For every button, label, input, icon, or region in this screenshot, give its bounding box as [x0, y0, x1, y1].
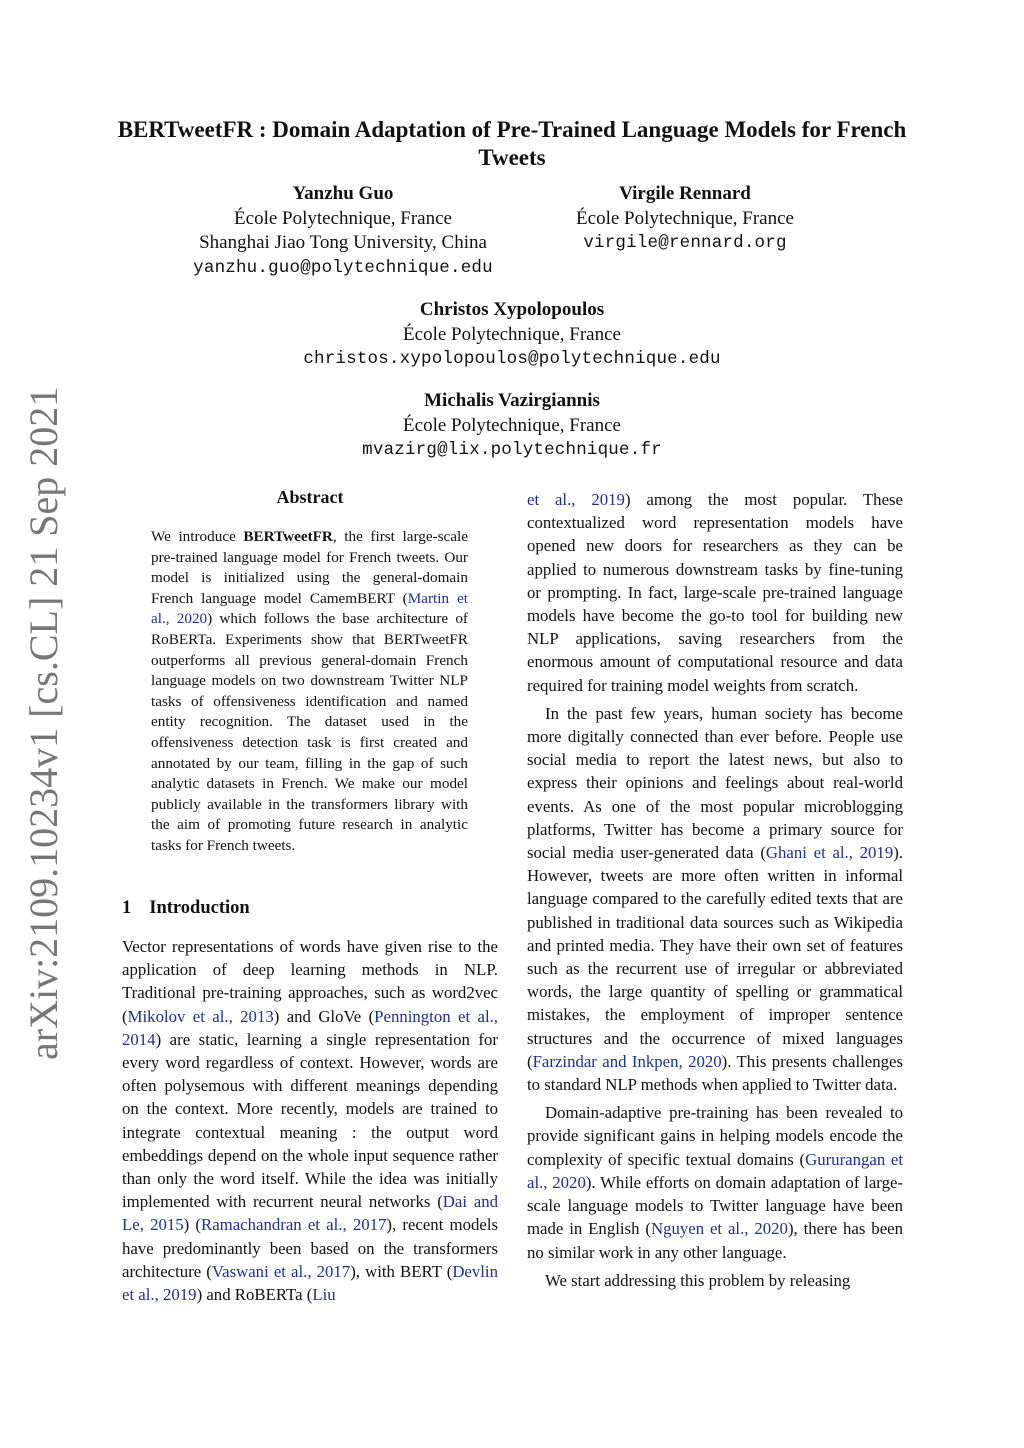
text-span: ), there has been no similar work in any other language.: [527, 1219, 903, 1262]
citation-link[interactable]: Gururangan et al., 2020: [527, 1149, 903, 1192]
text-span: ), with BERT (: [350, 1261, 453, 1281]
text-span: We start addressing this problem by releasing: [545, 1270, 851, 1290]
text-span: ). While efforts on domain adaptation of large-scale language models to Twitter language have been made in English (: [527, 1172, 903, 1239]
text-span: ). This presents challenges to standard NLP methods when applied to Twitter data.: [527, 1051, 903, 1095]
text-span: ) are static, learning a single representation for every word regardless of context. However, words are often polysemous with different meanings depending on the context. More recently, models are trained to integrate contextual meaning : the output word embeddings depend on the whole input sequence rather than only the word itself. While the idea was initially implemented with recurrent neural networks (: [122, 1029, 498, 1212]
left-column-body: [122, 935, 498, 1306]
text-span: In the past few years, human society has become more digitally connected than ever before. People use social media to report the latest news, but also to express their opinions and feelings about real-world events. As one of the most popular microblogging platforms, Twitter has become a primary source for social media user-generated data (: [527, 703, 903, 863]
author-email: christos.xypolopoulos@polytechnique.edu: [303, 349, 721, 369]
citation-link[interactable]: Martin et al., 2020: [151, 589, 469, 628]
citation-link[interactable]: Devlin et al., 2019: [122, 1261, 498, 1305]
arxiv-identifier: arXiv:2109.10234v1 [cs.CL] 21 Sep 2021: [21, 386, 66, 1060]
text-span: ) and GloVe (: [273, 1006, 375, 1026]
citation-link[interactable]: et al., 2019: [527, 490, 625, 509]
text-span: ) which follows the base architecture of RoBERTa. Experiments show that BERTweetFR outperforms all previous general-domain French language models on two downstream Twitter NLP tasks of offensiveness identification and named entity recognition. The dataset used in the offensiveness detection task is first created and annotated by our team, filling in the gap of such analytic datasets in French. We make our model publicly available in the transformers library with the aim of promoting future research in analytic tasks for French tweets.: [151, 610, 468, 854]
paragraph: [527, 488, 903, 697]
text-span: ). However, tweets are more often written in informal language compared to the carefully edited texts that are published in traditional data sources such as Wikipedia and printed media. They have their own set of features such as the recurrent use of irregular or abbreviated words, the large quantity of spelling or grammatical mistakes, the employment of improper sentence structures and the occurrence of mixed languages (: [527, 843, 904, 1071]
text-span: We introduce: [151, 528, 244, 545]
citation-link[interactable]: Vaswani et al., 2017: [211, 1261, 351, 1281]
author-name: Michalis Vazirgiannis: [424, 390, 600, 411]
citation-link[interactable]: Pennington et al., 2014: [122, 1006, 498, 1049]
author-affiliation: École Polytechnique, France: [576, 207, 794, 229]
author-affiliation: École Polytechnique, France: [234, 207, 452, 229]
section-number: 1: [122, 898, 132, 918]
abstract-body: [151, 527, 468, 857]
text-span: ) and RoBERTa (: [196, 1285, 313, 1305]
author-name: Christos Xypolopoulos: [419, 299, 605, 320]
paragraph: [122, 935, 498, 1306]
text-span: Domain-adaptive pre-training has been revealed to provide significant gains in helping models encode the complexity of specific textual domains (: [527, 1103, 903, 1169]
section-title: Introduction: [149, 898, 250, 918]
abstract-heading: Abstract: [276, 487, 344, 507]
citation-link[interactable]: Ramachandran et al., 2017: [201, 1215, 387, 1235]
author-block-1: [150, 182, 536, 280]
citation-link[interactable]: Mikolov et al., 2013: [127, 1006, 274, 1026]
citation-link[interactable]: Ghani et al., 2019: [765, 843, 894, 863]
model-name: BERTweetFR: [243, 528, 333, 545]
text-span: ) among the most popular. These contextualized word representation models have opened new doors for researchers as they can be applied to numerous downstream tasks by fine-tuning or prompting. In fact, large-scale pre-trained language models have become the go-to tool for building new NLP applications, saving researchers from the enormous amount of computational resource and data required for training model weights from scratch.: [527, 490, 904, 695]
section-heading-introduction: [122, 898, 250, 919]
author-name: Virgile Rennard: [619, 183, 751, 204]
citation-link[interactable]: Dai and Le, 2015: [122, 1192, 499, 1235]
paper-title: BERTweetFR : Domain Adaptation of Pre-Trained Language Models for French Tweets: [117, 117, 907, 170]
author-email: yanzhu.guo@polytechnique.edu: [193, 257, 493, 278]
author-affiliation: École Polytechnique, France: [403, 323, 621, 345]
author-email: mvazirg@lix.polytechnique.fr: [362, 440, 662, 460]
author-block-2: [540, 182, 830, 256]
author-name: Yanzhu Guo: [292, 183, 394, 204]
author-affiliation: École Polytechnique, France: [403, 414, 621, 436]
text-span: Vector representations of words have given rise to the application of deep learning methods in NLP. Traditional pre-training approaches, such as word2vec (: [122, 937, 498, 1026]
author-block-3: [212, 298, 812, 372]
paragraph: [527, 1101, 903, 1263]
citation-link[interactable]: Farzindar and Inkpen, 2020: [532, 1051, 722, 1071]
paragraph: [527, 702, 903, 1096]
author-affiliation-2: Shanghai Jiao Tong University, China: [199, 232, 487, 253]
right-column-body: [527, 488, 903, 1292]
text-span: ), recent models have predominantly been based on the transformers architecture (: [122, 1215, 499, 1281]
text-span: ) (: [183, 1215, 202, 1235]
citation-link[interactable]: Liu: [312, 1285, 336, 1305]
author-email: virgile@rennard.org: [583, 233, 787, 253]
author-block-4: [262, 389, 762, 463]
text-span: , the first large-scale pre-trained language model for French tweets. Our model is initialized using the general-domain French language model CamemBERT (: [151, 528, 468, 607]
paragraph: [527, 1269, 903, 1292]
citation-link[interactable]: Nguyen et al., 2020: [650, 1219, 788, 1239]
